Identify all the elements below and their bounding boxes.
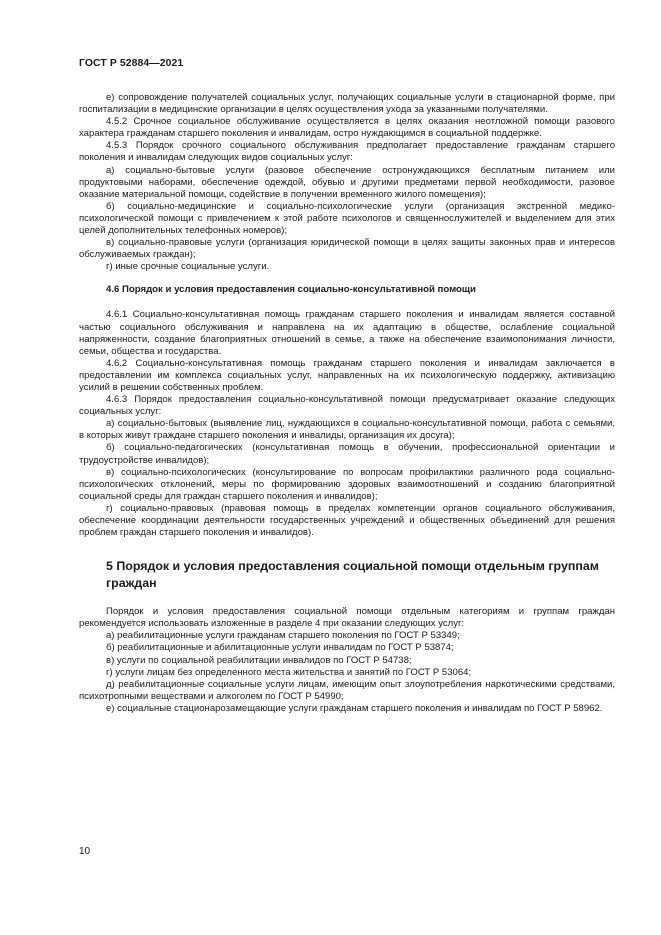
paragraph: 4.5.2 Срочное социальное обслуживание осуществляется в целях оказания неотложной помощи разового характера гражданам старшего поколения и инвалидам, остро нуждающимся в социальной поддержке.	[79, 116, 615, 140]
subsection-heading-4-6: 4.6 Порядок и условия предоставления социально-консультативной помощи	[106, 284, 476, 296]
list-item: в) услуги по социальной реабилитации инвалидов по ГОСТ Р 54738;	[106, 654, 412, 666]
section-title: Порядок и условия предоставления социальной помощи отдельным группам граждан	[106, 559, 599, 590]
list-item: е) социальные стационарозамещающие услуги гражданам старшего поколения и инвалидам по ГОСТ Р 58962.	[106, 702, 603, 714]
section-number: 5	[106, 559, 113, 574]
list-item: г) услуги лицам без определенного места жительства и занятий по ГОСТ Р 53064;	[106, 666, 472, 678]
list-item: б) социально-педагогических (консультативная помощь в обучении, профессиональной ориентации и трудоустройстве инвалидов);	[79, 442, 615, 466]
paragraph: е) сопровождение получателей социальных услуг, получающих социальные услуги в стационарной форме, при госпитализации в медицинские организации в целях осуществления ухода за указанными получателями.	[79, 92, 615, 116]
list-item: б) реабилитационные и абилитационные услуги инвалидам по ГОСТ Р 53874;	[106, 642, 454, 654]
paragraph: 4.6.1 Социально-консультативная помощь гражданам старшего поколения и инвалидам является составной частью социального обслуживания и направлена на их адаптацию в обществе, ослабление социальной напряженности, создание благоприятных отношений в семье, а также на обеспечение взаимопонимания личности, семьи, общества и государства.	[79, 309, 615, 357]
list-item: г) иные срочные социальные услуги.	[106, 261, 270, 273]
page-content	[79, 92, 615, 715]
paragraph: 4.5.3 Порядок срочного социального обслуживания предполагает предоставление гражданам старшего поколения и инвалидам следующих видов социальных услуг:	[79, 140, 615, 164]
list-item: д) реабилитационные социальные услуги лицам, имеющим опыт злоупотребления наркотическими средствами, психотропными веществами и алкоголем по ГОСТ Р 54990;	[79, 678, 615, 702]
list-item: б) социально-медицинские и социально-психологические услуги (организация экстренной медико-психологической помощи с привлечением к этой работе психологов и священнослужителей и выделением для этих целей дополнительных телефонных номеров);	[79, 200, 615, 237]
list-item: а) реабилитационные услуги гражданам старшего поколения по ГОСТ Р 53349;	[106, 630, 460, 642]
list-item: г) социально-правовых (правовая помощь в пределах компетенции органов социального обслуживания, обеспечение координации деятельности государственных учреждений и общественных объединений для решения проблем граждан старшего поколения и инвалидов).	[79, 502, 615, 539]
paragraph: 4.6.3 Порядок предоставления социально-консультативной помощи предусматривает оказание следующих социальных услуг:	[79, 394, 615, 418]
list-item: а) социально-бытовых (выявление лиц, нуждающихся в социально-консультативной помощи, работа с семьями, в которых живут граждане старшего поколения и инвалиды, организация их досуга);	[79, 418, 615, 442]
section-heading-5	[79, 558, 615, 591]
list-item: а) социально-бытовые услуги (разовое обеспечение остронуждающихся бесплатным питанием или продуктовыми наборами, обеспечение одеждой, обувью и другими предметами первой необходимости, разовое оказание материальной помощи, содействие в получении временного жилого помещения);	[79, 164, 615, 200]
list-item: в) социально-психологических (консультирование по вопросам профилактики различного рода социально-психологических отклонений, меры по формированию здоровых взаимоотношений и созданию благоприятной социальной среды для граждан старшего поколения и инвалидов);	[79, 466, 615, 502]
paragraph: 4.6.2 Социально-консультативная помощь гражданам старшего поколения и инвалидам заключается в предоставлении им комплекса социальных услуг, направленных на их психологическую поддержку, активизацию усилий в решении собственных проблем.	[79, 357, 615, 393]
list-item: в) социально-правовые услуги (организация юридической помощи в целях защиты законных прав и интересов обслуживаемых граждан);	[79, 237, 615, 261]
page-number: 10	[79, 846, 91, 857]
paragraph: Порядок и условия предоставления социальной помощи отдельным категориям и группам граждан рекомендуется использовать изложенные в разделе 4 при оказании следующих услуг:	[79, 606, 615, 630]
document-header: ГОСТ Р 52884—2021	[79, 58, 184, 69]
